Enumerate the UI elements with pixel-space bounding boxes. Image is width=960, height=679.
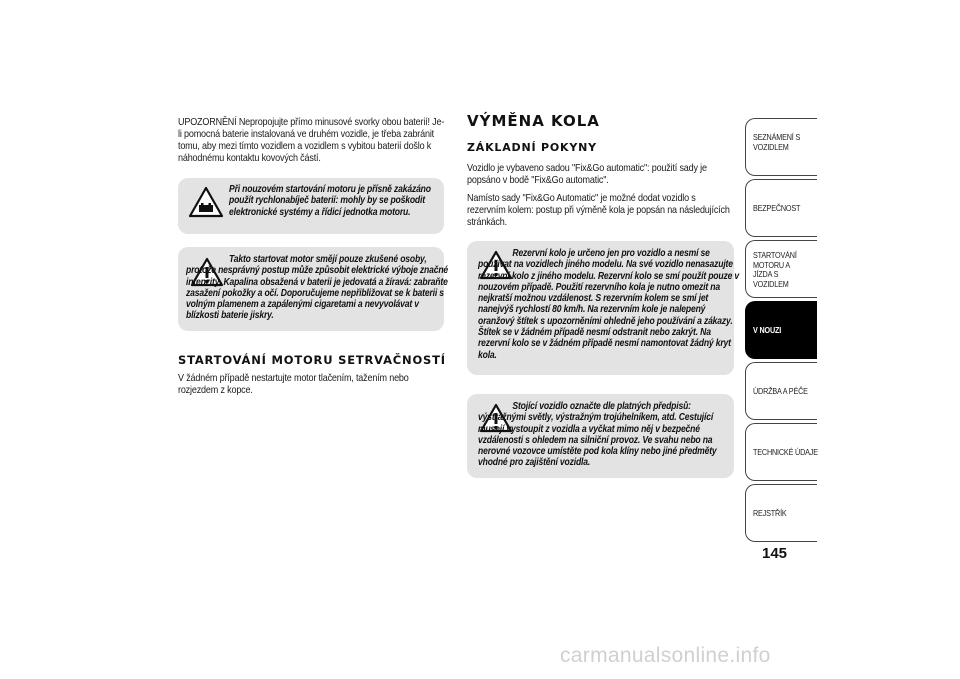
tab-v-nouzi[interactable]: V NOUZI xyxy=(745,301,817,359)
paragraph-spare-wheel: Namísto sady "Fix&Go Automatic" je možné dodat vozidlo s rezervním kolem: postup při výměně kola je popsán na následujících stránkách. xyxy=(467,192,730,228)
parking-warning-text: Stojící vozidlo označte dle platných předpisů: výstražnými světly, výstražným trojúhelníkem, atd. Cestující musejí vystoupit z vozidla a vyčkat mimo něj v bezpečné vzdálenosti s ohledem na silniční provoz. Ve svahu nebo na nerovné vozovce umístěte pod kola klíny nebo jiné předměty vhodné pro zajištění vozidla. xyxy=(478,401,717,469)
parking-warning-box xyxy=(467,394,734,478)
tab-bezpecnost[interactable]: BEZPEČNOST xyxy=(745,179,817,237)
push-start-paragraph: V žádném případě nestartujte motor tlačením, tažením nebo rozjezdem z kopce. xyxy=(178,372,409,396)
page-title: VÝMĚNA KOLA xyxy=(467,112,600,130)
tab-technicke-udaje[interactable]: TECHNICKÉ ÚDAJE xyxy=(745,423,817,481)
paragraph-fixgo: Vozidlo je vybaveno sadou "Fix&Go automatic": použití sady je popsáno v bodě "Fix&Go automatic". xyxy=(467,162,707,186)
spare-wheel-warning-box xyxy=(467,241,740,375)
spare-wheel-warning-text: Rezervní kolo je určeno jen pro vozidlo a nesmí se používat na vozidlech jiného modelu. Na své vozidlo nenasazujte rezervní kolo z jiného modelu. Rezervní kolo se smí použít pouze v nouzovém případě. Použití rezervního kola je nutno omezit na nejkratší možnou vzdálenost. S rezervním kolem se smí jet nanejvýš rychlostí 80 km/h. Na rezervním kole je nalepený oranžový štítek s upozorněními ohledně jeho používání a zákazy. Štítek se v žádném případě nesmí odstranit nebo zakrýt. Na rezervní kolo se v žádném případě nesmí namontovat žádný kryt kola. xyxy=(478,248,740,361)
safety-warning-box xyxy=(178,247,449,331)
section-heading-push-start: STARTOVÁNÍ MOTORU SETRVAČNOSTÍ xyxy=(178,353,446,367)
battery-warning-box xyxy=(178,178,444,234)
tab-udrzba[interactable]: ÚDRŽBA A PÉČE xyxy=(745,362,817,420)
watermark: carmanualsonline.info xyxy=(560,644,771,667)
section-subtitle: ZÁKLADNÍ POKYNY xyxy=(467,141,597,154)
tab-startovani[interactable]: STARTOVÁNÍ MOTORU A JÍZDA S VOZIDLEM xyxy=(745,240,817,298)
intro-paragraph: UPOZORNĚNÍ Nepropojujte přímo minusové svorky obou baterií! Je-li pomocná baterie instalovaná ve druhém vozidle, je třeba zabránit tomu, aby mezi tímto vozidlem a vozidlem s vybitou baterií došlo k náhodnému kontaktu kovových částí. xyxy=(178,116,445,164)
battery-warning-icon xyxy=(188,186,224,218)
safety-warning-text: Takto startovat motor smějí pouze zkušené osoby, protože nesprávný postup může způsobit elektrické výboje značné intenzity. Kapalina obsažená v baterii je jedovatá a žíravá: zabraňte zasažení pokožky a očí. Doporučujeme nepřibližovat se k baterii s volným plamenem a zapálenými cigaretami a nevyvolávat v blízkosti baterie jiskry. xyxy=(186,254,449,322)
page-number: 145 xyxy=(762,545,788,562)
battery-warning-text: Při nouzovém startování motoru je přísně zakázáno použít rychlonabíječ baterií: mohly by se poškodit elektronické systémy a řídicí jednotka motoru. xyxy=(229,184,431,218)
tab-rejstrik[interactable]: REJSTŘÍK xyxy=(745,484,817,542)
tab-seznameni[interactable]: SEZNÁMENÍ S VOZIDLEM xyxy=(745,118,817,176)
right-body xyxy=(467,162,734,234)
